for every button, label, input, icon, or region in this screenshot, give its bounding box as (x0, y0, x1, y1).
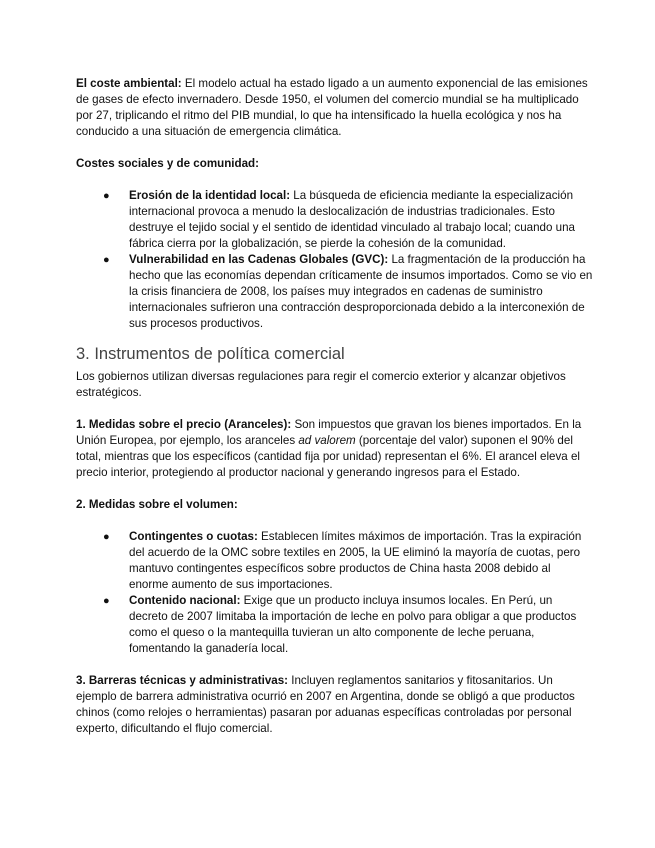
bullet-icon: ● (103, 531, 110, 543)
list-item-label: Erosión de la identidad local: (129, 189, 291, 202)
list-item (103, 593, 593, 657)
medidas-precio-paragraph (76, 417, 593, 481)
section-3-intro: Los gobiernos utilizan diversas regulaciones para regir el comercio exterior y alcanzar objetivos estratégicos. (76, 370, 566, 399)
bullet-icon: ● (103, 190, 110, 202)
medidas-volumen-list (76, 529, 593, 657)
coste-ambiental-paragraph (76, 76, 593, 140)
medidas-precio-label: 1. Medidas sobre el precio (Aranceles): (76, 418, 292, 431)
list-item (103, 252, 593, 332)
costes-sociales-heading: Costes sociales y de comunidad: (76, 157, 259, 170)
list-item (103, 188, 593, 252)
bullet-icon: ● (103, 254, 110, 266)
barreras-paragraph (76, 673, 593, 737)
list-item-label: Contenido nacional: (129, 594, 241, 607)
list-item-text: La fragmentación de la producción ha hecho que las economías dependan críticamente de insumos importados. Como se vio en la crisis financiera de 2008, los países muy integrados en cadenas de suministro internacionales sufrieron una contracción desproporcionada debido a la interconexión de sus procesos productivos. (129, 253, 593, 330)
costes-sociales-list (76, 188, 593, 332)
list-item-text: Establecen límites máximos de importación. Tras la expiración del acuerdo de la OMC sobre textiles en 2005, la UE eliminó la mayoría de cuotas, pero mantuvo contingentes específicos sobre productos de China hasta 2008 debido al enorme aumento de sus importaciones. (129, 530, 582, 591)
medidas-precio-text-after: (porcentaje del valor) suponen el 90% del total, mientras que los específicos (cantidad fija por unidad) representan el 6%. El arancel eleva el precio interior, protegiendo al productor nacional y generando ingresos para el Estado. (76, 434, 580, 479)
coste-ambiental-label: El coste ambiental: (76, 77, 182, 90)
medidas-volumen-heading: 2. Medidas sobre el volumen: (76, 498, 238, 511)
bullet-icon: ● (103, 595, 110, 607)
list-item-text: Exige que un producto incluya insumos locales. En Perú, un decreto de 2007 limitaba la importación de leche en polvo para obligar a que productos como el queso o la mantequilla tuvieran un alto componente de leche peruana, fomentando la ganadería local. (129, 594, 577, 655)
barreras-label: 3. Barreras técnicas y administrativas: (76, 674, 289, 687)
list-item-text: La búsqueda de eficiencia mediante la especialización internacional provoca a menudo la deslocalización de industrias tradicionales. Esto destruye el tejido social y el sentido de identidad vinculado al trabajo local; cuando una fábrica cierra por la globalización, se pierde la cohesión de la comunidad. (129, 189, 576, 250)
list-item-label: Contingentes o cuotas: (129, 530, 258, 543)
coste-ambiental-text: El modelo actual ha estado ligado a un aumento exponencial de las emisiones de gases de efecto invernadero. Desde 1950, el volumen del comercio mundial se ha multiplicado por 27, triplicando el ritmo del PIB mundial, lo que ha intensificado la huella ecológica y nos ha conducido a una situación de emergencia climática. (76, 77, 588, 138)
section-3-title: 3. Instrumentos de política comercial (76, 345, 345, 363)
barreras-text: Incluyen reglamentos sanitarios y fitosanitarios. Un ejemplo de barrera administrativa ocurrió en 2007 en Argentina, donde se obligó a que productos chinos (como relojes o herramientas) pasaran por aduanas específicas controladas por personal experto, dificultando el flujo comercial. (76, 674, 575, 735)
medidas-precio-text-before: Son impuestos que gravan los bienes importados. En la Unión Europea, por ejemplo, los aranceles (76, 418, 582, 447)
medidas-precio-italic: ad valorem (298, 434, 356, 447)
list-item-label: Vulnerabilidad en las Cadenas Globales (GVC): (129, 253, 389, 266)
list-item (103, 529, 593, 593)
